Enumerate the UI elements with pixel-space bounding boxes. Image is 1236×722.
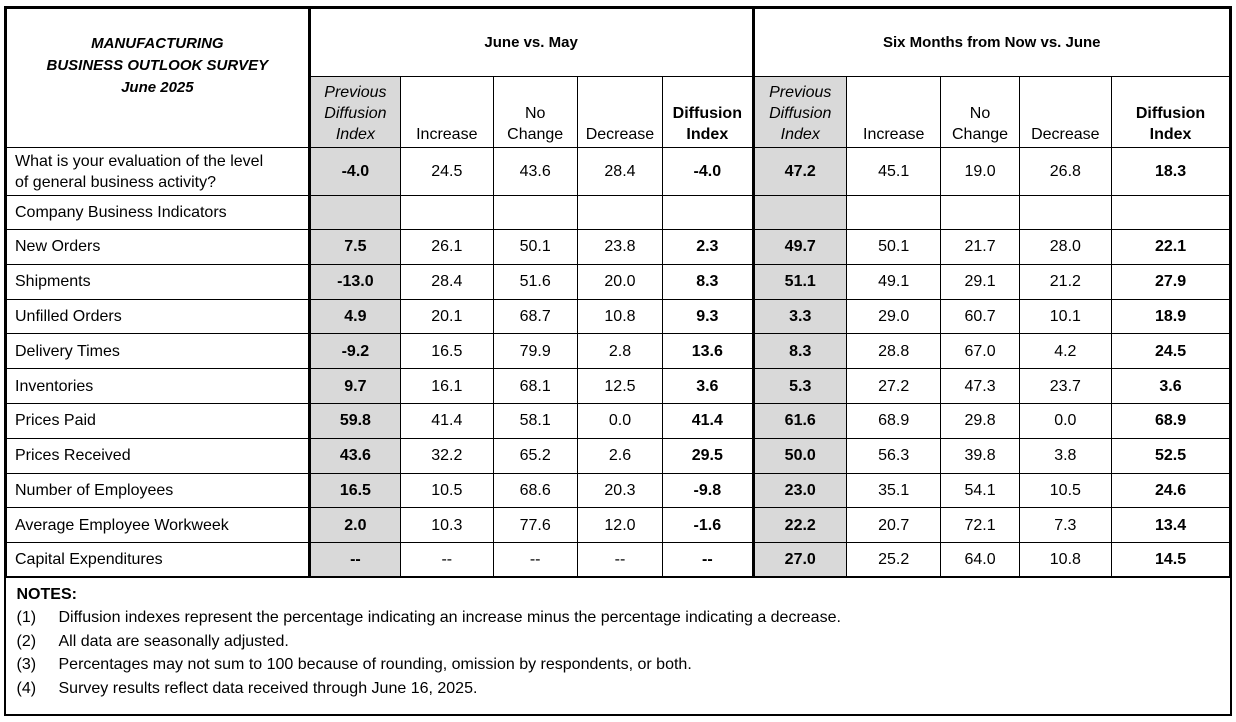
cell-prev-diffusion: 7.5: [309, 230, 400, 265]
group-header-current: June vs. May: [309, 9, 753, 77]
cell-no-change: 29.8: [941, 403, 1019, 438]
cell-increase: 20.7: [846, 508, 940, 543]
header-row-groups: [7, 9, 1230, 77]
cell-diffusion: 13.6: [663, 334, 753, 369]
notes-section: [7, 578, 1230, 700]
row-label: Prices Received: [7, 438, 310, 473]
note-item: [17, 606, 1220, 630]
empty-cell: [1019, 196, 1111, 230]
cell-no-change: 47.3: [941, 369, 1019, 404]
cell-decrease: 2.8: [577, 334, 662, 369]
col-header-no-change: No Change: [493, 77, 577, 148]
cell-no-change: --: [493, 543, 577, 578]
cell-diffusion: 8.3: [663, 264, 753, 299]
indicator-row: [7, 473, 1230, 508]
cell-decrease: 20.0: [577, 264, 662, 299]
row-label: Inventories: [7, 369, 310, 404]
col-header-no-change: No Change: [941, 77, 1019, 148]
title-line: June 2025: [121, 79, 194, 96]
cell-increase: 49.1: [846, 264, 940, 299]
note-number: (2): [16, 632, 37, 650]
cell-increase: 25.2: [846, 543, 940, 578]
row-label: Average Employee Workweek: [7, 508, 310, 543]
cell-no-change: 29.1: [941, 264, 1019, 299]
cell-decrease: 10.8: [1019, 543, 1111, 578]
indicator-row: [7, 299, 1230, 334]
note-text: Percentages may not sum to 100 because of rounding, omission by respondents, or both.: [58, 656, 692, 674]
notes-cell: [7, 577, 1230, 700]
row-label: New Orders: [7, 230, 310, 265]
cell-no-change: 67.0: [941, 334, 1019, 369]
cell-prev-diffusion: 49.7: [753, 230, 846, 265]
cell-diffusion: 18.9: [1112, 299, 1230, 334]
cell-diffusion: -4.0: [663, 148, 753, 196]
cell-prev-diffusion: 5.3: [753, 369, 846, 404]
cell-prev-diffusion: 16.5: [309, 473, 400, 508]
cell-diffusion: 2.3: [663, 230, 753, 265]
survey-title: [7, 9, 310, 148]
cell-decrease: 28.4: [577, 148, 662, 196]
cell-increase: 56.3: [846, 438, 940, 473]
note-item: [17, 630, 1220, 654]
cell-diffusion: 9.3: [663, 299, 753, 334]
note-number: (1): [16, 609, 37, 627]
note-text: Survey results reflect data received through June 16, 2025.: [58, 679, 478, 697]
group-header-future: Six Months from Now vs. June: [753, 9, 1229, 77]
cell-increase: 41.4: [401, 403, 493, 438]
cell-diffusion: 3.6: [1112, 369, 1230, 404]
indicator-row: [7, 264, 1230, 299]
cell-diffusion: -1.6: [663, 508, 753, 543]
indicator-row: [7, 369, 1230, 404]
cell-no-change: 65.2: [493, 438, 577, 473]
cell-prev-diffusion: 50.0: [753, 438, 846, 473]
row-label: Prices Paid: [7, 403, 310, 438]
cell-prev-diffusion: 27.0: [753, 543, 846, 578]
cell-increase: 28.8: [846, 334, 940, 369]
cell-decrease: 20.3: [577, 473, 662, 508]
empty-cell: [753, 196, 846, 230]
cell-no-change: 79.9: [493, 334, 577, 369]
section-row: [7, 196, 1230, 230]
cell-prev-diffusion: 59.8: [309, 403, 400, 438]
col-header-previous-diffusion: Previous Diffusion Index: [753, 77, 846, 148]
cell-diffusion: 22.1: [1112, 230, 1230, 265]
cell-no-change: 21.7: [941, 230, 1019, 265]
cell-prev-diffusion: -4.0: [309, 148, 400, 196]
cell-prev-diffusion: 8.3: [753, 334, 846, 369]
cell-diffusion: --: [663, 543, 753, 578]
cell-increase: 26.1: [401, 230, 493, 265]
cell-increase: --: [401, 543, 493, 578]
cell-diffusion: 68.9: [1112, 403, 1230, 438]
empty-cell: [493, 196, 577, 230]
cell-no-change: 50.1: [493, 230, 577, 265]
indicator-row: [7, 403, 1230, 438]
note-item: [17, 677, 1220, 701]
cell-increase: 28.4: [401, 264, 493, 299]
cell-decrease: 23.7: [1019, 369, 1111, 404]
col-header-decrease: Decrease: [1019, 77, 1111, 148]
cell-prev-diffusion: 4.9: [309, 299, 400, 334]
cell-prev-diffusion: 2.0: [309, 508, 400, 543]
cell-no-change: 51.6: [493, 264, 577, 299]
note-number: (3): [16, 656, 37, 674]
cell-increase: 50.1: [846, 230, 940, 265]
cell-no-change: 19.0: [941, 148, 1019, 196]
cell-diffusion: 18.3: [1112, 148, 1230, 196]
cell-increase: 27.2: [846, 369, 940, 404]
cell-decrease: 12.0: [577, 508, 662, 543]
cell-decrease: 12.5: [577, 369, 662, 404]
indicator-row: [7, 438, 1230, 473]
notes-heading: NOTES:: [16, 586, 77, 604]
cell-decrease: 28.0: [1019, 230, 1111, 265]
cell-diffusion: 24.5: [1112, 334, 1230, 369]
cell-diffusion: 3.6: [663, 369, 753, 404]
row-label: Shipments: [7, 264, 310, 299]
empty-cell: [941, 196, 1019, 230]
col-header-diffusion-index: Diffusion Index: [663, 77, 753, 148]
cell-no-change: 43.6: [493, 148, 577, 196]
empty-cell: [663, 196, 753, 230]
cell-prev-diffusion: 43.6: [309, 438, 400, 473]
cell-no-change: 54.1: [941, 473, 1019, 508]
cell-prev-diffusion: 22.2: [753, 508, 846, 543]
row-label: Unfilled Orders: [7, 299, 310, 334]
cell-decrease: 4.2: [1019, 334, 1111, 369]
cell-diffusion: 13.4: [1112, 508, 1230, 543]
cell-no-change: 77.6: [493, 508, 577, 543]
note-text: Diffusion indexes represent the percentage indicating an increase minus the percentage indicating a decrease.: [58, 609, 841, 627]
indicator-row: [7, 334, 1230, 369]
indicator-row: [7, 230, 1230, 265]
cell-prev-diffusion: -9.2: [309, 334, 400, 369]
cell-increase: 35.1: [846, 473, 940, 508]
cell-decrease: 23.8: [577, 230, 662, 265]
cell-increase: 16.1: [401, 369, 493, 404]
cell-diffusion: 14.5: [1112, 543, 1230, 578]
cell-diffusion: 27.9: [1112, 264, 1230, 299]
cell-decrease: 7.3: [1019, 508, 1111, 543]
cell-prev-diffusion: 61.6: [753, 403, 846, 438]
cell-diffusion: 24.6: [1112, 473, 1230, 508]
row-label: Delivery Times: [7, 334, 310, 369]
title-line: BUSINESS OUTLOOK SURVEY: [46, 57, 269, 74]
survey-table: [6, 8, 1230, 700]
empty-cell: [401, 196, 493, 230]
cell-decrease: 10.8: [577, 299, 662, 334]
cell-prev-diffusion: 3.3: [753, 299, 846, 334]
cell-diffusion: -9.8: [663, 473, 753, 508]
cell-no-change: 68.1: [493, 369, 577, 404]
cell-no-change: 64.0: [941, 543, 1019, 578]
cell-increase: 32.2: [401, 438, 493, 473]
cell-increase: 10.5: [401, 473, 493, 508]
notes-row: [7, 577, 1230, 700]
col-header-increase: Increase: [846, 77, 940, 148]
cell-diffusion: 29.5: [663, 438, 753, 473]
empty-cell: [309, 196, 400, 230]
survey-table-container: [4, 6, 1232, 716]
cell-increase: 29.0: [846, 299, 940, 334]
note-text: All data are seasonally adjusted.: [58, 632, 289, 650]
cell-decrease: 2.6: [577, 438, 662, 473]
cell-no-change: 72.1: [941, 508, 1019, 543]
cell-prev-diffusion: 47.2: [753, 148, 846, 196]
cell-prev-diffusion: -13.0: [309, 264, 400, 299]
cell-no-change: 58.1: [493, 403, 577, 438]
cell-increase: 10.3: [401, 508, 493, 543]
cell-decrease: 0.0: [577, 403, 662, 438]
cell-prev-diffusion: --: [309, 543, 400, 578]
col-header-previous-diffusion: Previous Diffusion Index: [309, 77, 400, 148]
cell-decrease: 10.5: [1019, 473, 1111, 508]
indicator-row: [7, 543, 1230, 578]
title-line: MANUFACTURING: [91, 35, 224, 52]
indicator-rows: [7, 230, 1230, 578]
indicator-row: [7, 508, 1230, 543]
row-label: What is your evaluation of the level of general business activity?: [7, 148, 310, 196]
cell-increase: 16.5: [401, 334, 493, 369]
cell-no-change: 68.7: [493, 299, 577, 334]
cell-decrease: 21.2: [1019, 264, 1111, 299]
cell-decrease: 26.8: [1019, 148, 1111, 196]
empty-cell: [1112, 196, 1230, 230]
cell-diffusion: 52.5: [1112, 438, 1230, 473]
cell-prev-diffusion: 23.0: [753, 473, 846, 508]
note-number: (4): [16, 679, 37, 697]
row-label: Capital Expenditures: [7, 543, 310, 578]
empty-cell: [846, 196, 940, 230]
col-header-increase: Increase: [401, 77, 493, 148]
general-activity-row: [7, 148, 1230, 196]
cell-increase: 20.1: [401, 299, 493, 334]
cell-prev-diffusion: 51.1: [753, 264, 846, 299]
cell-increase: 68.9: [846, 403, 940, 438]
col-header-diffusion-index: Diffusion Index: [1112, 77, 1230, 148]
cell-increase: 45.1: [846, 148, 940, 196]
note-item: [17, 653, 1220, 677]
cell-no-change: 60.7: [941, 299, 1019, 334]
cell-no-change: 39.8: [941, 438, 1019, 473]
cell-increase: 24.5: [401, 148, 493, 196]
empty-cell: [577, 196, 662, 230]
cell-decrease: 10.1: [1019, 299, 1111, 334]
section-label: Company Business Indicators: [7, 196, 310, 230]
cell-prev-diffusion: 9.7: [309, 369, 400, 404]
cell-decrease: 0.0: [1019, 403, 1111, 438]
cell-decrease: 3.8: [1019, 438, 1111, 473]
col-header-decrease: Decrease: [577, 77, 662, 148]
row-label: Number of Employees: [7, 473, 310, 508]
cell-no-change: 68.6: [493, 473, 577, 508]
cell-diffusion: 41.4: [663, 403, 753, 438]
cell-decrease: --: [577, 543, 662, 578]
